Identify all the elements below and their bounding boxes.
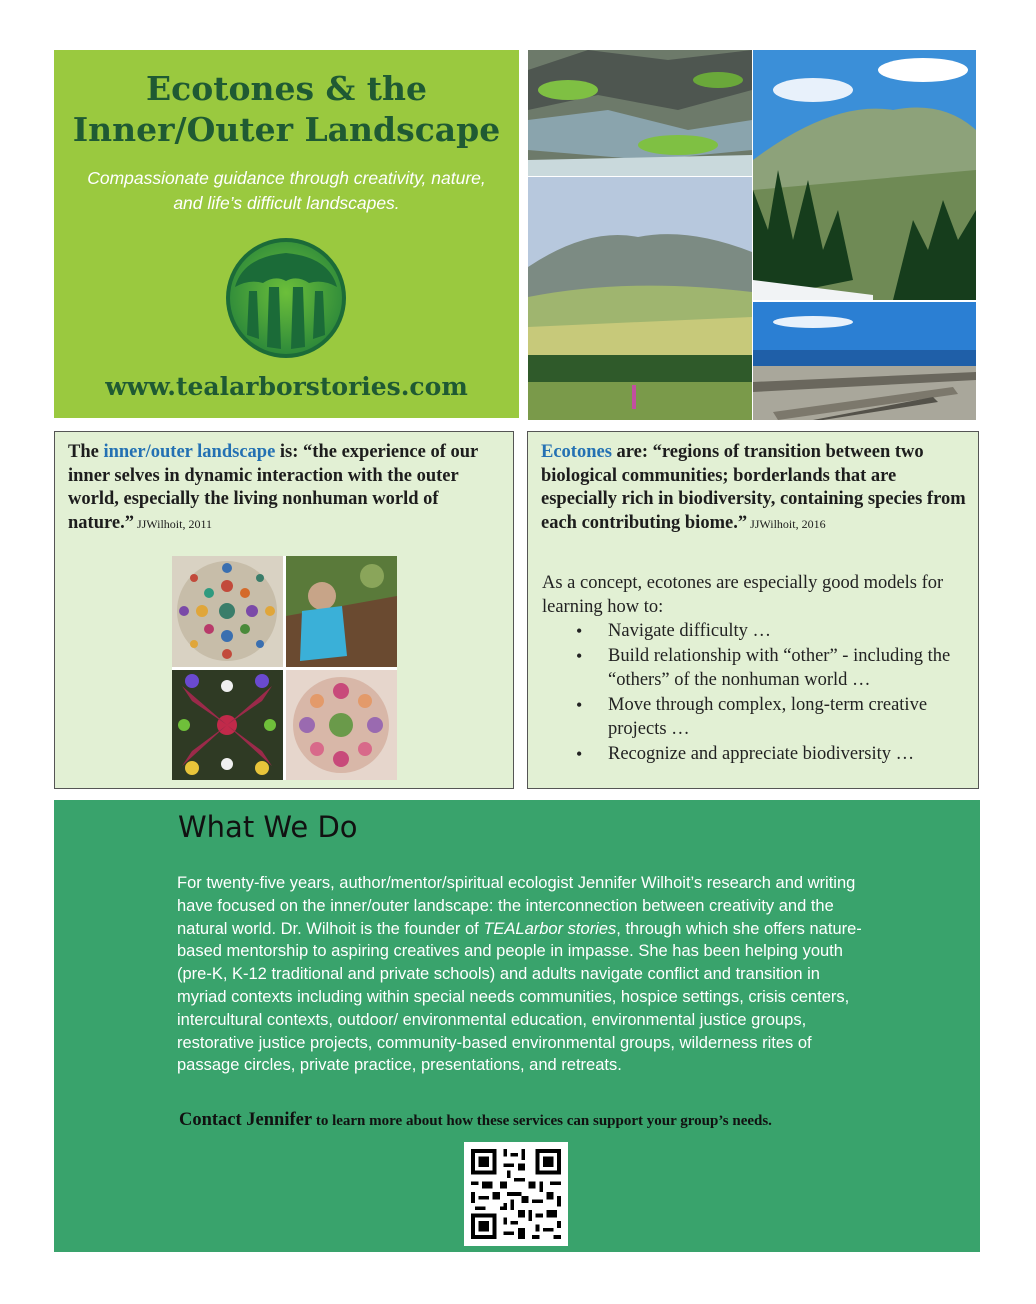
nature-mandala-photo-grid	[172, 556, 397, 780]
inner-outer-landscape-box	[54, 431, 514, 789]
what-we-do-section	[54, 800, 980, 1252]
landscape-photo-collage	[528, 50, 976, 420]
contact-jennifer-link[interactable]: Contact Jennifer	[179, 1110, 313, 1130]
list-item: • Recognize and appreciate biodiversity …	[542, 742, 967, 766]
child-gardening-photo	[286, 556, 397, 667]
inner-outer-definition	[68, 441, 503, 536]
photo-driftwood-beach	[753, 302, 976, 420]
qr-code-icon[interactable]	[464, 1142, 568, 1246]
what-we-do-body	[177, 872, 867, 1077]
page-title	[54, 68, 519, 150]
title-line-1: Ecotones & the	[145, 69, 428, 108]
list-item: • Build relationship with “other” - including the “others” of the nonhuman world …	[542, 644, 967, 692]
ecotones-definition	[541, 441, 966, 535]
ecotones-citation: JJWilhoit, 2016	[747, 516, 826, 531]
section-heading: What We Do	[178, 810, 358, 844]
term-inner-outer-landscape: inner/outer landscape	[103, 442, 276, 462]
term-ecotones: Ecotones	[541, 442, 612, 462]
stone-mandala-photo	[172, 556, 283, 667]
brand-name: TEALarbor stories	[483, 919, 617, 938]
photo-rocky-stream	[528, 50, 752, 176]
ecotones-definition-text: are: “regions of transition between two biological communities; borderlands that are especially rich in biodiversity, containing species from each contributing biome.”	[541, 442, 966, 533]
ecotones-benefits-list	[542, 619, 967, 767]
tree-logo-icon	[223, 235, 349, 361]
list-item: • Navigate difficulty …	[542, 619, 967, 643]
subtitle	[64, 166, 509, 216]
subtitle-line-1: Compassionate guidance through creativity, nature,	[87, 168, 486, 188]
list-item: • Move through complex, long-term creative projects …	[542, 693, 967, 741]
subtitle-line-2: and life’s difficult landscapes.	[173, 193, 400, 213]
flower-mandala-photo	[172, 670, 283, 780]
photo-forest-peak	[753, 50, 976, 300]
ecotones-box	[527, 431, 979, 789]
definition-text: is: “the experience of our inner selves in dynamic interaction with the outer world, especially the living nonhuman world of nature.”	[68, 442, 478, 533]
blossom-mandala-photo	[286, 670, 397, 780]
photo-mountain-meadow	[528, 177, 752, 420]
ecotones-concept-intro: As a concept, ecotones are especially good models for learning how to:	[542, 573, 944, 617]
website-link[interactable]: www.tealarborstories.com	[105, 372, 468, 401]
contact-text: to learn more about how these services can support your group’s needs.	[312, 1113, 772, 1129]
title-panel	[54, 50, 519, 418]
title-line-2: Inner/Outer Landscape	[72, 110, 501, 149]
body-text-2: , through which she offers nature-based mentorship to aspiring creatives and people in impasse. She has been helping youth (pre-K, K-12 traditional and private schools) and adults navigate conflict and transition in myriad contexts including within special needs communities, hospice settings, crisis centers, intercultural contexts, outdoor/ environmental education, environmental justice groups, restorative justice projects, community-based environmental groups, wilderness rites of passage circles, private practice, presentations, and retreats.	[177, 919, 862, 1075]
citation: JJWilhoit, 2011	[133, 516, 213, 531]
contact-line	[179, 1110, 939, 1131]
definition-lead: The	[68, 442, 104, 462]
body-text-1: For twenty-five years, author/mentor/spiritual ecologist Jennifer Wilhoit’s research and writing have focused on the inner/outer landscape: the interconnection between creativity and the natural world. Dr. Wilhoit is the founder of	[177, 874, 856, 938]
